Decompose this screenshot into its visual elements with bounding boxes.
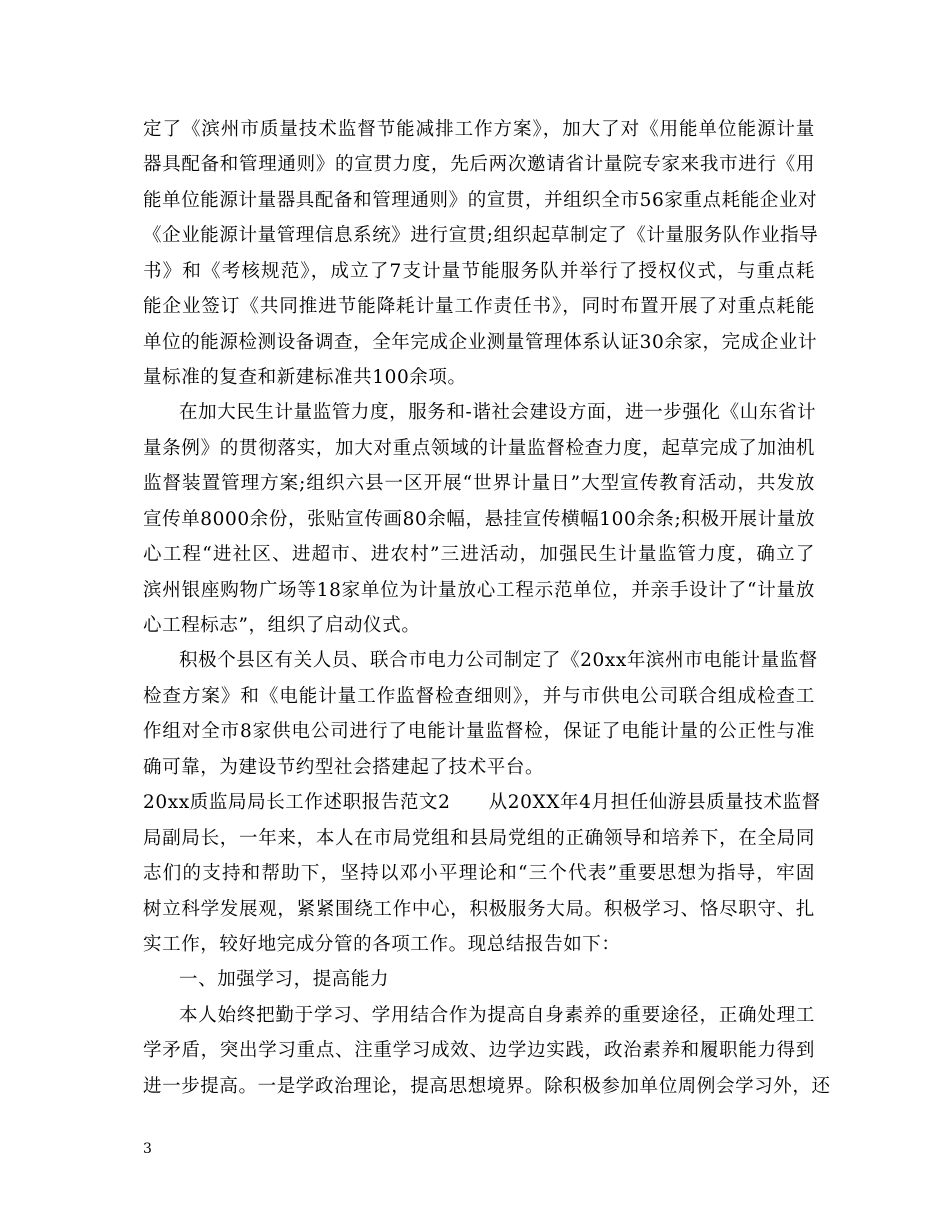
- text-line: 宣传单8000余份，张贴宣传画80余幅，悬挂宣传横幅100余条;积极开展计量放: [143, 509, 816, 530]
- paragraph-first-line: 积极个县区有关人员、联合市电力公司制定了《20xx年滨州市电能计量监督: [179, 650, 818, 671]
- section-title-line: 20xx质监局局长工作述职报告范文2 从20XX年4月担任仙游县质量技术监督: [143, 792, 821, 813]
- text-line: 作组对全市8家供电公司进行了电能计量监督检，保证了电能计量的公正性与准: [143, 721, 815, 742]
- text-line: 量标准的复查和新建标准共100余项。: [143, 367, 467, 388]
- text-line: 滨州银座购物广场等18家单位为计量放心工程示范单位，并亲手设计了“计量放: [143, 580, 815, 601]
- text-line: 心工程标志”，组织了启动仪式。: [143, 615, 421, 636]
- text-line: 进一步提高。一是学政治理论，提高思想境界。除积极参加单位周例会学习外，还: [143, 1076, 831, 1097]
- text-line: 单位的能源检测设备调查，全年完成企业测量管理体系认证30余家，完成企业计: [143, 332, 818, 353]
- text-line: 量条例》的贯彻落实，加大对重点领域的计量监督检查力度，起草完成了加油机: [143, 438, 815, 459]
- text-line: 志们的支持和帮助下，坚持以邓小平理论和“三个代表”重要思想为指导，牢固: [143, 863, 815, 884]
- text-line: 实工作，较好地完成分管的各项工作。现总结报告如下：: [143, 934, 621, 955]
- text-line: 能单位能源计量器具配备和管理通则》的宣贯，并组织全市56家重点耗能企业对: [143, 190, 818, 211]
- paragraph-first-line: 本人始终把勤于学习、学用结合作为提高自身素养的重要途径，正确处理工: [179, 1005, 815, 1026]
- text-line: 确可靠，为建设节约型社会搭建起了技术平台。: [143, 757, 545, 778]
- text-line: 树立科学发展观，紧紧围绕工作中心，积极服务大局。积极学习、恪尽职守、扎: [143, 899, 815, 920]
- text-line: 定了《滨州市质量技术监督节能减排工作方案》，加大了对《用能单位能源计量: [143, 119, 815, 140]
- page-number: 3: [143, 1141, 152, 1157]
- text-line: 心工程“进社区、进超市、进农村”三进活动，加强民生计量监管力度，确立了: [143, 544, 815, 565]
- text-line: 能企业签订《共同推进节能降耗计量工作责任书》，同时布置开展了对重点耗能: [143, 296, 815, 317]
- text-line: 监督装置管理方案;组织六县一区开展“世界计量日”大型宣传教育活动，共发放: [143, 473, 815, 494]
- text-line: 书》和《考核规范》，成立了7支计量节能服务队并举行了授权仪式，与重点耗: [143, 261, 815, 282]
- text-line: 器具配备和管理通则》的宣贯力度，先后两次邀请省计量院专家来我市进行《用: [143, 154, 815, 175]
- paragraph-first-line: 在加大民生计量监管力度，服务和-谐社会建设方面，进一步强化《山东省计: [179, 402, 817, 423]
- text-line: 学矛盾，突出学习重点、注重学习成效、边学边实践，政治素养和履职能力得到: [143, 1040, 815, 1061]
- text-line: 检查方案》和《电能计量工作监督检查细则》，并与市供电公司联合组成检查工: [143, 686, 815, 707]
- text-line: 《企业能源计量管理信息系统》进行宣贯;组织起草制定了《计量服务队作业指导: [143, 225, 819, 246]
- section-heading: 一、加强学习，提高能力: [179, 969, 390, 990]
- text-line: 局副局长，一年来，本人在市局党组和县局党组的正确领导和培养下，在全局同: [143, 828, 815, 849]
